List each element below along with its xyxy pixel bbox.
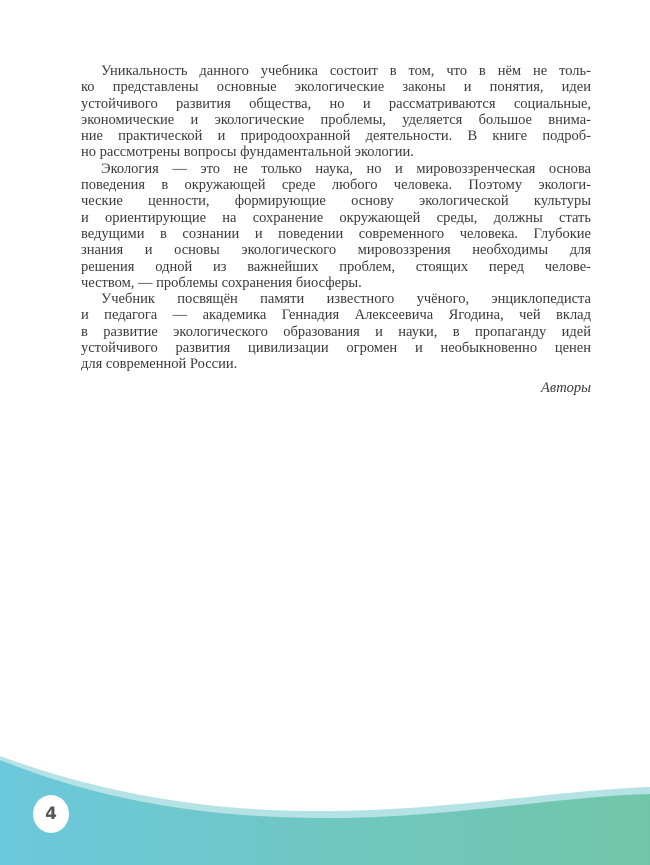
text-line: Учебник посвящён памяти известного учёного, энциклопедиста xyxy=(101,291,591,308)
signature: Авторы xyxy=(541,380,591,396)
text-line: но рассмотрены вопросы фундаментальной экологии. xyxy=(81,144,414,161)
page-number: 4 xyxy=(33,795,69,833)
text-line: устойчивого развития общества, но и рассматриваются социальные, xyxy=(81,95,591,112)
text-line: ческие ценности, формирующие основу экологической культуры xyxy=(81,193,591,210)
text-line: ние практической и природоохранной деятельности. В книге подроб- xyxy=(81,128,591,145)
text-line: устойчивого развития цивилизации огромен и необыкновенно ценен xyxy=(81,340,591,357)
text-line: Экология — это не только наука, но и мировоззренческая основа xyxy=(101,160,591,177)
text-line: чеством, — проблемы сохранения биосферы. xyxy=(81,274,362,291)
text-line: ко представлены основные экологические законы и понятия, идеи xyxy=(81,79,591,96)
text-line: в развитие экологического образования и науки, в пропаганду идей xyxy=(81,323,591,340)
text-line: экономические и экологические проблемы, уделяется большое внима- xyxy=(81,111,591,128)
text-line: и педагога — академика Геннадия Алексеевича Ягодина, чей вклад xyxy=(81,307,591,324)
text-line: решения одной из важнейших проблем, стоящих перед челове- xyxy=(81,258,591,275)
text-line: для современной России. xyxy=(81,356,238,373)
text-line: ведущими в сознании и поведении современного человека. Глубокие xyxy=(81,225,591,242)
text-line: поведения в окружающей среде любого человека. Поэтому экологи- xyxy=(81,177,591,194)
text-line: и ориентирующие на сохранение окружающей среды, должны стать xyxy=(81,209,591,226)
text-line: знания и основы экологического мировоззрения необходимы для xyxy=(81,242,591,259)
text-line: Уникальность данного учебника состоит в том, что в нём не толь- xyxy=(101,63,591,79)
